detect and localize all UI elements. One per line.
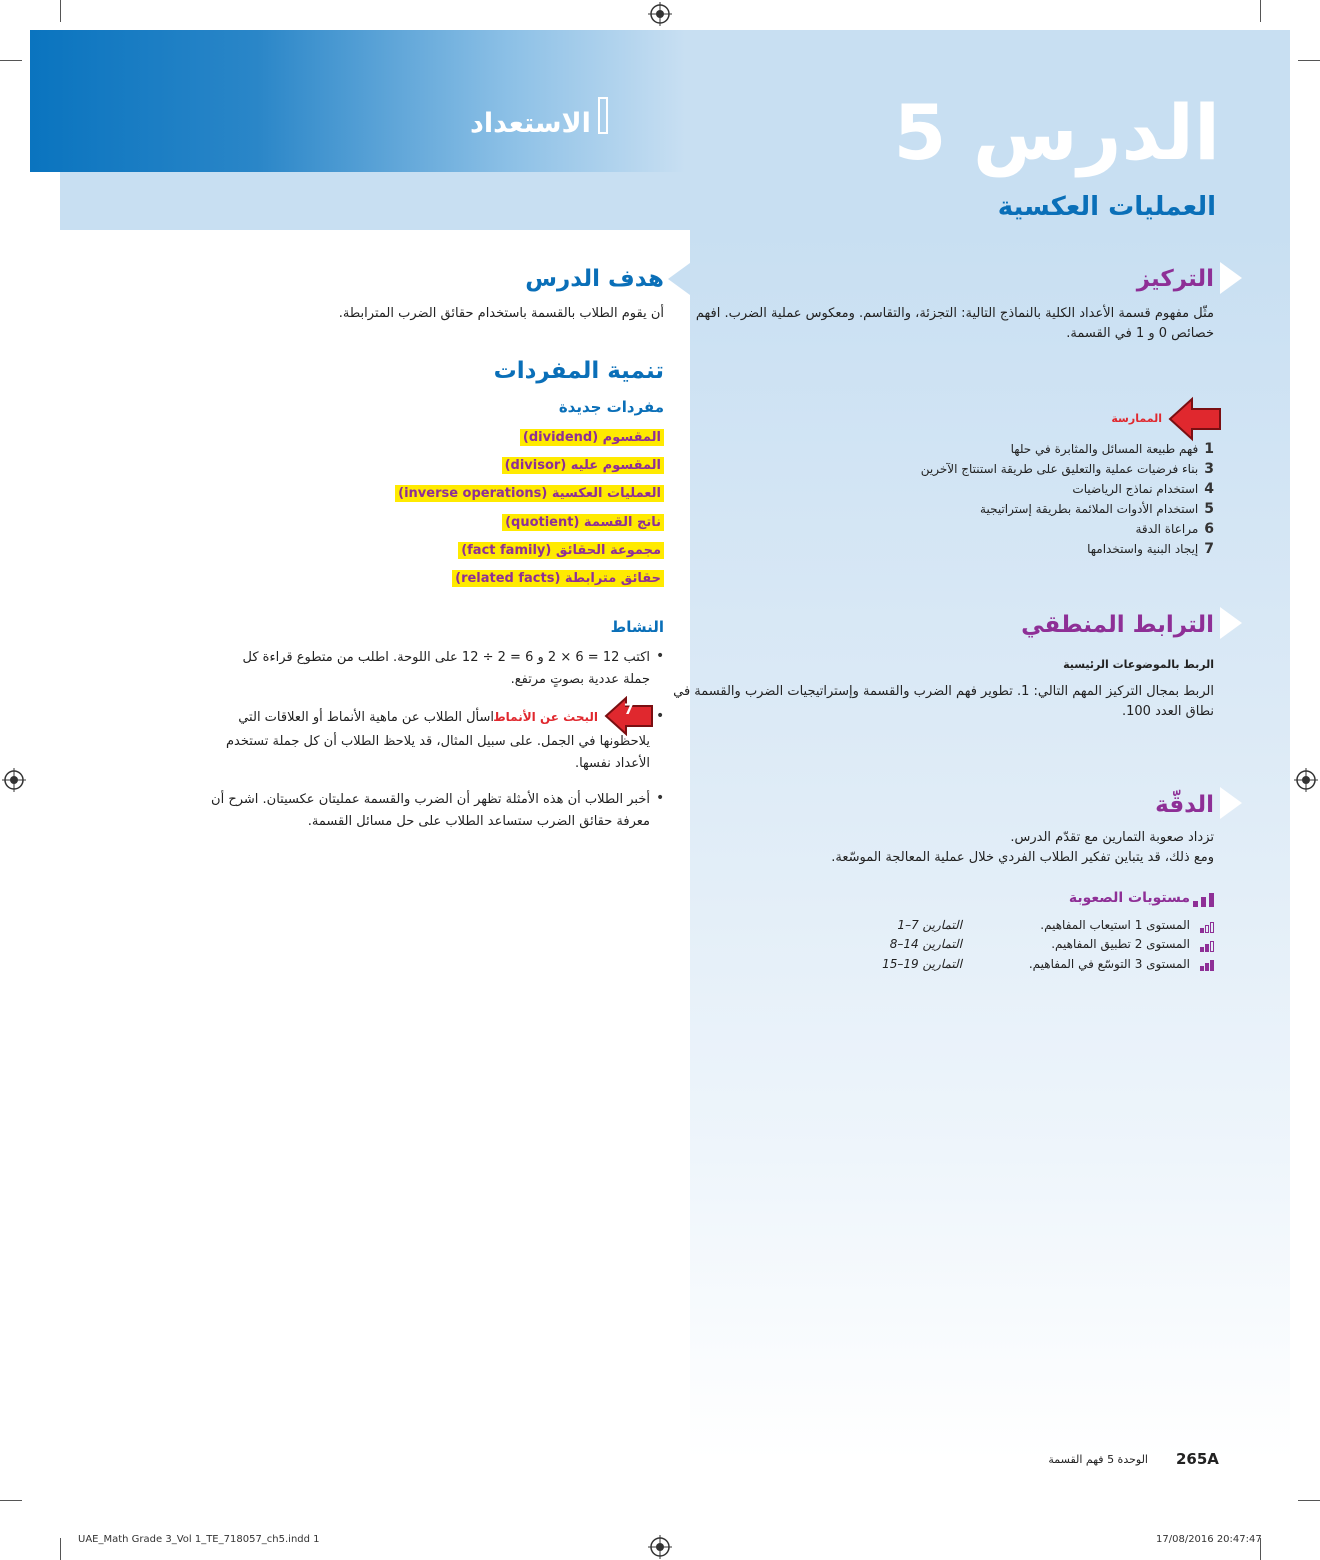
coherence-text: الربط بمجال التركيز المهم التالي: 1. تطوير فهم الضرب والقسمة وإستراتيجيات الضرب والقسمة في (673, 684, 1214, 699)
rigor-heading: الدقّة (1155, 792, 1214, 818)
practice-item-text: مراعاة الدقة (1135, 522, 1199, 536)
practice-item-number: 1 (1204, 441, 1214, 457)
objective-heading: هدف الدرس (525, 266, 664, 292)
list-item (1087, 541, 1214, 559)
activity-text: أخبر الطلاب أن هذه الأمثلة تظهر أن الضرب والقسمة عمليتان عكسيتان. اشرح أن (211, 792, 650, 807)
list-item (458, 539, 664, 559)
activity-text: جملة عددية بصوتٍ مرتفع. (510, 672, 650, 687)
difficulty-bars-icon (1193, 893, 1215, 907)
objective-text: أن يقوم الطلاب بالقسمة باستخدام حقائق الضرب المترابطة. (338, 306, 664, 321)
level-exercises: التمارين 14–8 (889, 937, 962, 951)
prep-label: الاستعداد (470, 108, 591, 139)
practice-item-text: فهم طبيعة المسائل والمثابرة في حلها (1010, 442, 1199, 456)
arrow-marker-icon (1220, 262, 1242, 294)
activity-text: معرفة حقائق الضرب ستساعد الطلاب على حل مسائل القسمة. (307, 814, 650, 829)
list-item (520, 426, 664, 446)
focus-text: مثّل مفهوم قسمة الأعداد الكلية بالنماذج التالية: التجزئة، والتقاسم. ومعكوس عملية الضرب. افهم (695, 306, 1214, 321)
level-3-icon (1200, 960, 1214, 971)
list-item (452, 567, 664, 587)
prep-bar-icon (598, 97, 608, 134)
crop-mark (1260, 0, 1261, 22)
lesson-title: الدرس 5 (893, 88, 1220, 177)
level-row: المستوى 1 استيعاب المفاهيم. (1040, 918, 1190, 932)
practice-item-number: 5 (1204, 501, 1214, 517)
list-item (395, 482, 664, 502)
level-row: المستوى 3 التوسّع في المفاهيم. (1028, 957, 1190, 971)
activity-text: اكتب 12 = 6 × 2 و 6 = 2 ÷ 12 على اللوحة. اطلب من متطوع قراءة كل (242, 650, 650, 665)
coherence-subheading: الربط بالموضوعات الرئيسية (1063, 658, 1214, 671)
activity-text: يلاحظونها في الجمل. على سبيل المثال، قد يلاحظ الطلاب أن كل جملة تستخدم (226, 734, 650, 749)
lesson-subtitle: العمليات العكسية (997, 192, 1216, 222)
activity-text: الأعداد نفسها. (574, 756, 650, 771)
list-item (1011, 441, 1214, 459)
list-item (502, 511, 664, 531)
bullet-icon: • (656, 708, 665, 724)
rigor-text: ومع ذلك، قد يتباين تفكير الطلاب الفردي خلال عملية المعالجة الموسّعة. (831, 850, 1214, 865)
list-item (1072, 481, 1214, 499)
file-name: UAE_Math Grade 3_Vol 1_TE_718057_ch5.indd 1 (78, 1534, 320, 1545)
practice-item-text: إيجاد البنية واستخدامها (1087, 542, 1199, 556)
arrow-marker-icon (1220, 787, 1242, 819)
red-arrow-icon (1168, 396, 1222, 442)
activity-heading: النشاط (610, 618, 664, 636)
vocab-term: ناتج القسمة (quotient) (502, 514, 664, 531)
level-exercises: التمارين 19–15 (882, 957, 962, 971)
level-1-icon (1200, 922, 1214, 933)
list-item (980, 501, 1214, 519)
list-item (1135, 521, 1214, 539)
crop-mark (0, 60, 22, 61)
badge-label: البحث عن الأنماط (493, 710, 598, 724)
level-row: المستوى 2 تطبيق المفاهيم. (1051, 937, 1190, 951)
vocabulary-subheading: مفردات جديدة (558, 398, 664, 416)
registration-mark-icon (648, 1535, 672, 1559)
vocab-term: المقسوم عليه (divisor) (502, 457, 664, 474)
bullet-icon: • (656, 790, 665, 806)
coherence-text: نطاق العدد 100. (1121, 704, 1214, 719)
practice-item-text: استخدام نماذج الرياضيات (1072, 482, 1199, 496)
practice-label: الممارسة (1111, 412, 1162, 425)
print-timestamp: 17/08/2016 20:47:47 (1156, 1534, 1262, 1545)
arrow-marker-icon (1220, 607, 1242, 639)
level-exercises: التمارين 7–1 (897, 918, 962, 932)
vocabulary-heading: تنمية المفردات (493, 358, 664, 384)
crop-mark (60, 1538, 61, 1560)
vocab-term: المقسوم (dividend) (520, 429, 664, 446)
vocab-term: العمليات العكسية (inverse operations) (395, 485, 664, 502)
arrow-marker-icon (668, 263, 690, 295)
vocab-term: حقائق مترابطة (related facts) (452, 570, 664, 587)
crop-mark (0, 1500, 22, 1501)
crop-mark (1298, 1500, 1320, 1501)
levels-heading: مستويات الصعوبة (1068, 890, 1190, 906)
practice-item-number: 3 (1204, 461, 1214, 477)
practice-item-text: استخدام الأدوات الملائمة بطريقة إستراتيجية (980, 502, 1199, 516)
registration-mark-icon (2, 768, 26, 792)
activity-text: اسأل الطلاب عن ماهية الأنماط أو العلاقات التي (238, 710, 494, 725)
vocab-term: مجموعة الحقائق (fact family) (458, 542, 664, 559)
unit-label: الوحدة 5 فهم القسمة (1048, 1453, 1148, 1466)
focus-heading: التركيز (1136, 266, 1214, 292)
level-2-icon (1200, 941, 1214, 952)
coherence-heading: الترابط المنطقي (1021, 612, 1214, 638)
crop-mark (1298, 60, 1320, 61)
registration-mark-icon (1294, 768, 1318, 792)
rigor-text: تزداد صعوبة التمارين مع تقدّم الدرس. (1010, 830, 1214, 845)
practice-item-number: 7 (1204, 541, 1214, 557)
page-number: 265A (1176, 1450, 1219, 1468)
practice-item-text: بناء فرضيات عملية والتعليق على طريقة استنتاج الآخرين (920, 462, 1199, 476)
registration-mark-icon (648, 2, 672, 26)
list-item (921, 461, 1214, 479)
practice-item-number: 4 (1204, 481, 1214, 497)
badge-number: 7 (624, 702, 634, 718)
focus-text: خصائص 0 و 1 في القسمة. (1066, 326, 1214, 341)
list-item (502, 454, 664, 474)
bullet-icon: • (656, 648, 665, 664)
practice-item-number: 6 (1204, 521, 1214, 537)
crop-mark (60, 0, 61, 22)
